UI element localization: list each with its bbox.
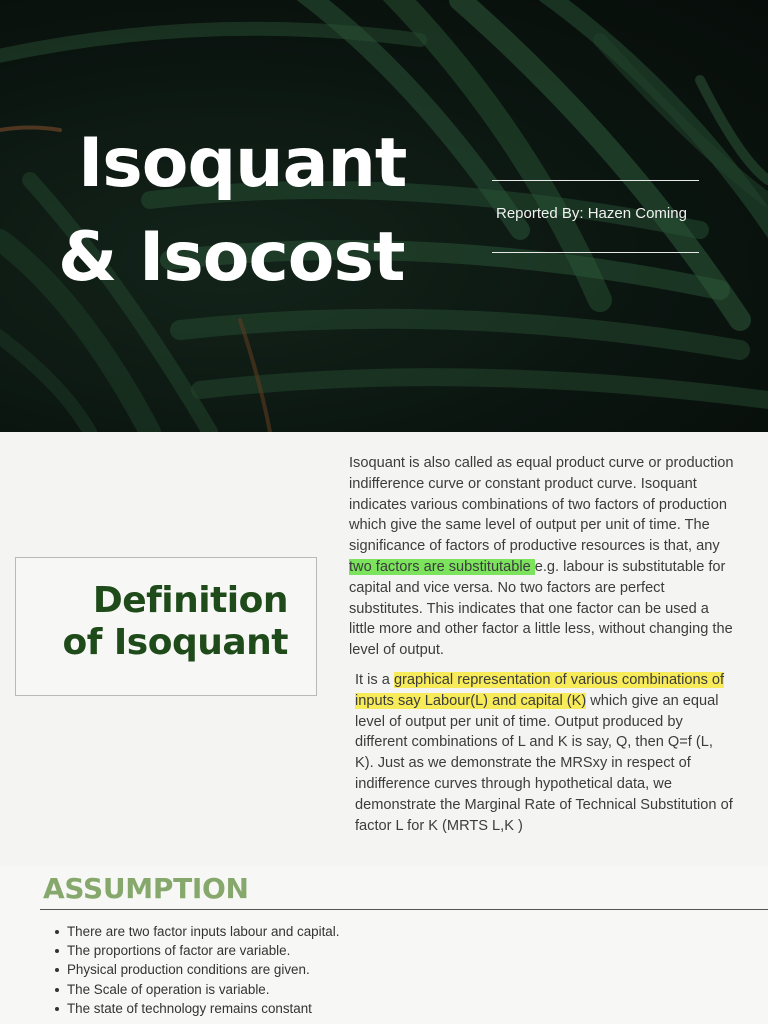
paragraph-2-text-before: It is a xyxy=(355,672,394,688)
definition-paragraph-2 xyxy=(355,670,735,836)
definition-heading-line-2: of Isoquant xyxy=(62,622,288,663)
assumption-slide xyxy=(0,866,768,1024)
assumption-item: Physical production conditions are given. xyxy=(55,960,339,979)
paragraph-1-text-after: e.g. labour is substitutable for capital and vice versa. No two factors are perfect substitutes. This indicates that one factor can be used a little more and other factor a little less, without changing the level of output. xyxy=(349,558,733,659)
reporter-text: Reported By: Hazen Coming xyxy=(496,205,687,222)
assumption-heading: ASSUMPTION xyxy=(43,872,249,905)
definition-paragraph-1 xyxy=(349,453,734,661)
definition-slide xyxy=(0,432,768,866)
assumption-item: There are two factor inputs labour and capital. xyxy=(55,922,339,941)
title-line-1: Isoquant xyxy=(78,124,407,203)
divider-top xyxy=(492,180,699,181)
paragraph-1-text-before: Isoquant is also called as equal product curve or production indifference curve or constant product curve. Isoquant indicates various combinations of two factors of production which give the same level of output per unit of time. The significance of factors of productive resources is that, any xyxy=(349,455,734,555)
divider-bottom xyxy=(492,252,699,253)
assumption-item: The state of technology remains constant xyxy=(55,999,339,1018)
definition-heading-line-1: Definition xyxy=(92,580,288,621)
title-slide xyxy=(0,0,768,432)
assumption-divider xyxy=(40,909,768,910)
paragraph-2-text-after: which give an equal level of output per unit of time. Output produced by different combinations of L and K is say, Q, then Q=f (L, K). Just as we demonstrate the MRSxy in respect of indifference curves through hypothetical data, we demonstrate the Marginal Rate of Technical Substitution of factor L for K (MRTS L,K ) xyxy=(355,692,733,834)
definition-heading xyxy=(62,580,288,664)
assumption-list xyxy=(55,922,339,1018)
assumption-item: The Scale of operation is variable. xyxy=(55,980,339,999)
title-line-2: & Isocost xyxy=(58,218,405,297)
paragraph-2-highlight: graphical representation of various combinations of inputs say Labour(L) and capital (K) xyxy=(355,672,725,709)
definition-heading-box xyxy=(15,557,317,696)
paragraph-1-highlight: two factors are substitutable xyxy=(349,558,535,575)
assumption-item: The proportions of factor are variable. xyxy=(55,941,339,960)
